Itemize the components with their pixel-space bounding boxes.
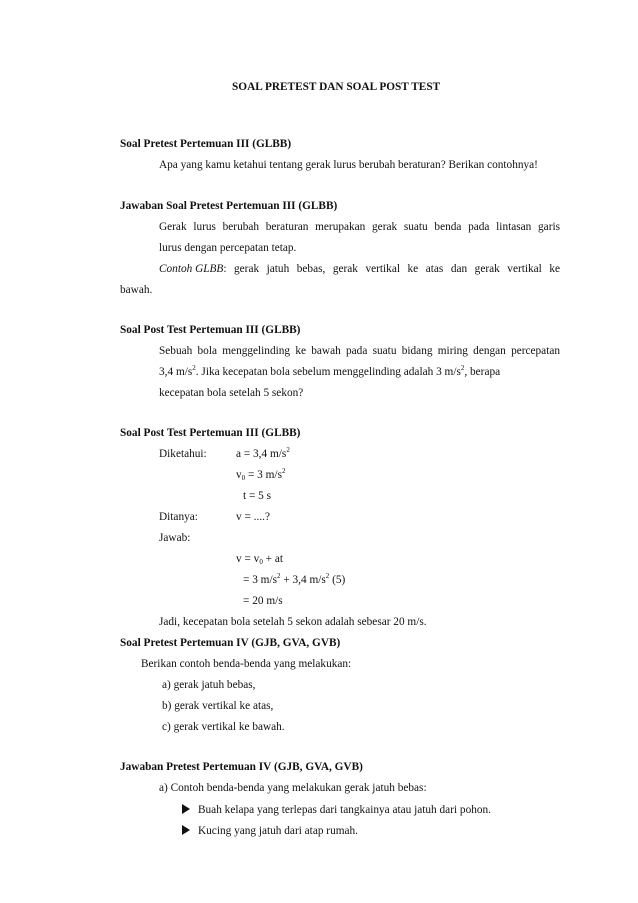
conclusion: Jadi, kecepatan bola setelah 5 sekon adalah sebesar 20 m/s. [159,616,427,628]
arrow-bullet-icon [182,825,190,835]
pretest-iv-intro: Berikan contoh benda-benda yang melakukan: [141,658,352,670]
given-initial-velocity: $v_0 = 3$ $m/s^2$ [236,467,286,482]
bullet-item: Kucing yang jatuh dari atap rumah. [182,825,358,837]
jawaban-line-4: bawah. [120,284,153,296]
posttest-line-2 [159,364,560,378]
equation-line-3: = 20 m/s [243,595,283,607]
given-acceleration: a = 3,4 $m/s^2$ [236,446,290,460]
posttest-iii-heading: Soal Post Test Pertemuan III (GLBB) [120,324,301,336]
posttest-line-3: kecepatan bola setelah 5 sekon? [159,387,304,399]
equation-line-1: $v = v_0$ + at [236,553,284,566]
given-time: t = 5 s [243,490,272,502]
jawaban-pretest-iv-heading: Jawaban Pretest Pertemuan IV (GJB, GVA, GVB) [120,761,363,773]
contoh-glbb-text: : gerak jatuh bebas, gerak vertikal ke atas dan gerak vertikal ke [223,263,560,275]
asked-velocity: v = ....? [236,511,270,523]
document-title: SOAL PRETEST DAN SOAL POST TEST [232,81,441,93]
posttest-line-2-a: 3,4 $m/s^2$. Jika kecepatan bola sebelum menggelinding adalah 3 $m/s^2$, berapa [159,364,501,378]
jawaban-line-2: lurus dengan percepatan tetap. [159,242,297,254]
arrow-bullet-icon [182,804,190,814]
bullet-item: Buah kelapa yang terlepas dari tangkainya atau jatuh dari pohon. [182,804,491,816]
posttest-iii-answer-heading: Soal Post Test Pertemuan III (GLBB) [120,427,301,439]
list-item: a) gerak jatuh bebas, [162,679,256,691]
equation-line-2: = 3 $m/s^2 + 3,4$ $m/s^2$ (5) [243,572,346,586]
posttest-line-1: Sebuah bola menggelinding ke bawah pada suatu bidang miring dengan percepatan [159,345,560,357]
pretest-iv-heading: Soal Pretest Pertemuan IV (GJB, GVA, GVB) [120,637,341,649]
jawaban-line-1: Gerak lurus berubah beraturan merupakan gerak suatu benda pada lintasan garis [159,221,560,233]
list-item: c) gerak vertikal ke bawah. [162,721,285,733]
ditanya-label: Ditanya: [159,511,198,523]
list-item: b) gerak vertikal ke atas, [162,700,274,712]
jawab-label: Jawab: [159,532,191,544]
jawaban-pretest-iii-heading: Jawaban Soal Pretest Pertemuan III (GLBB) [120,200,338,212]
pretest-iii-heading: Soal Pretest Pertemuan III (GLBB) [120,138,292,150]
contoh-glbb-label: Contoh GLBB [159,263,224,275]
diketahui-label: Diketahui: [159,448,207,460]
jawaban-line-3 [159,264,560,275]
jawaban-iv-item-a: a) Contoh benda-benda yang melakukan gerak jatuh bebas: [159,782,427,794]
pretest-iii-question: Apa yang kamu ketahui tentang gerak lurus berubah beraturan? Berikan contohnya! [159,159,538,171]
